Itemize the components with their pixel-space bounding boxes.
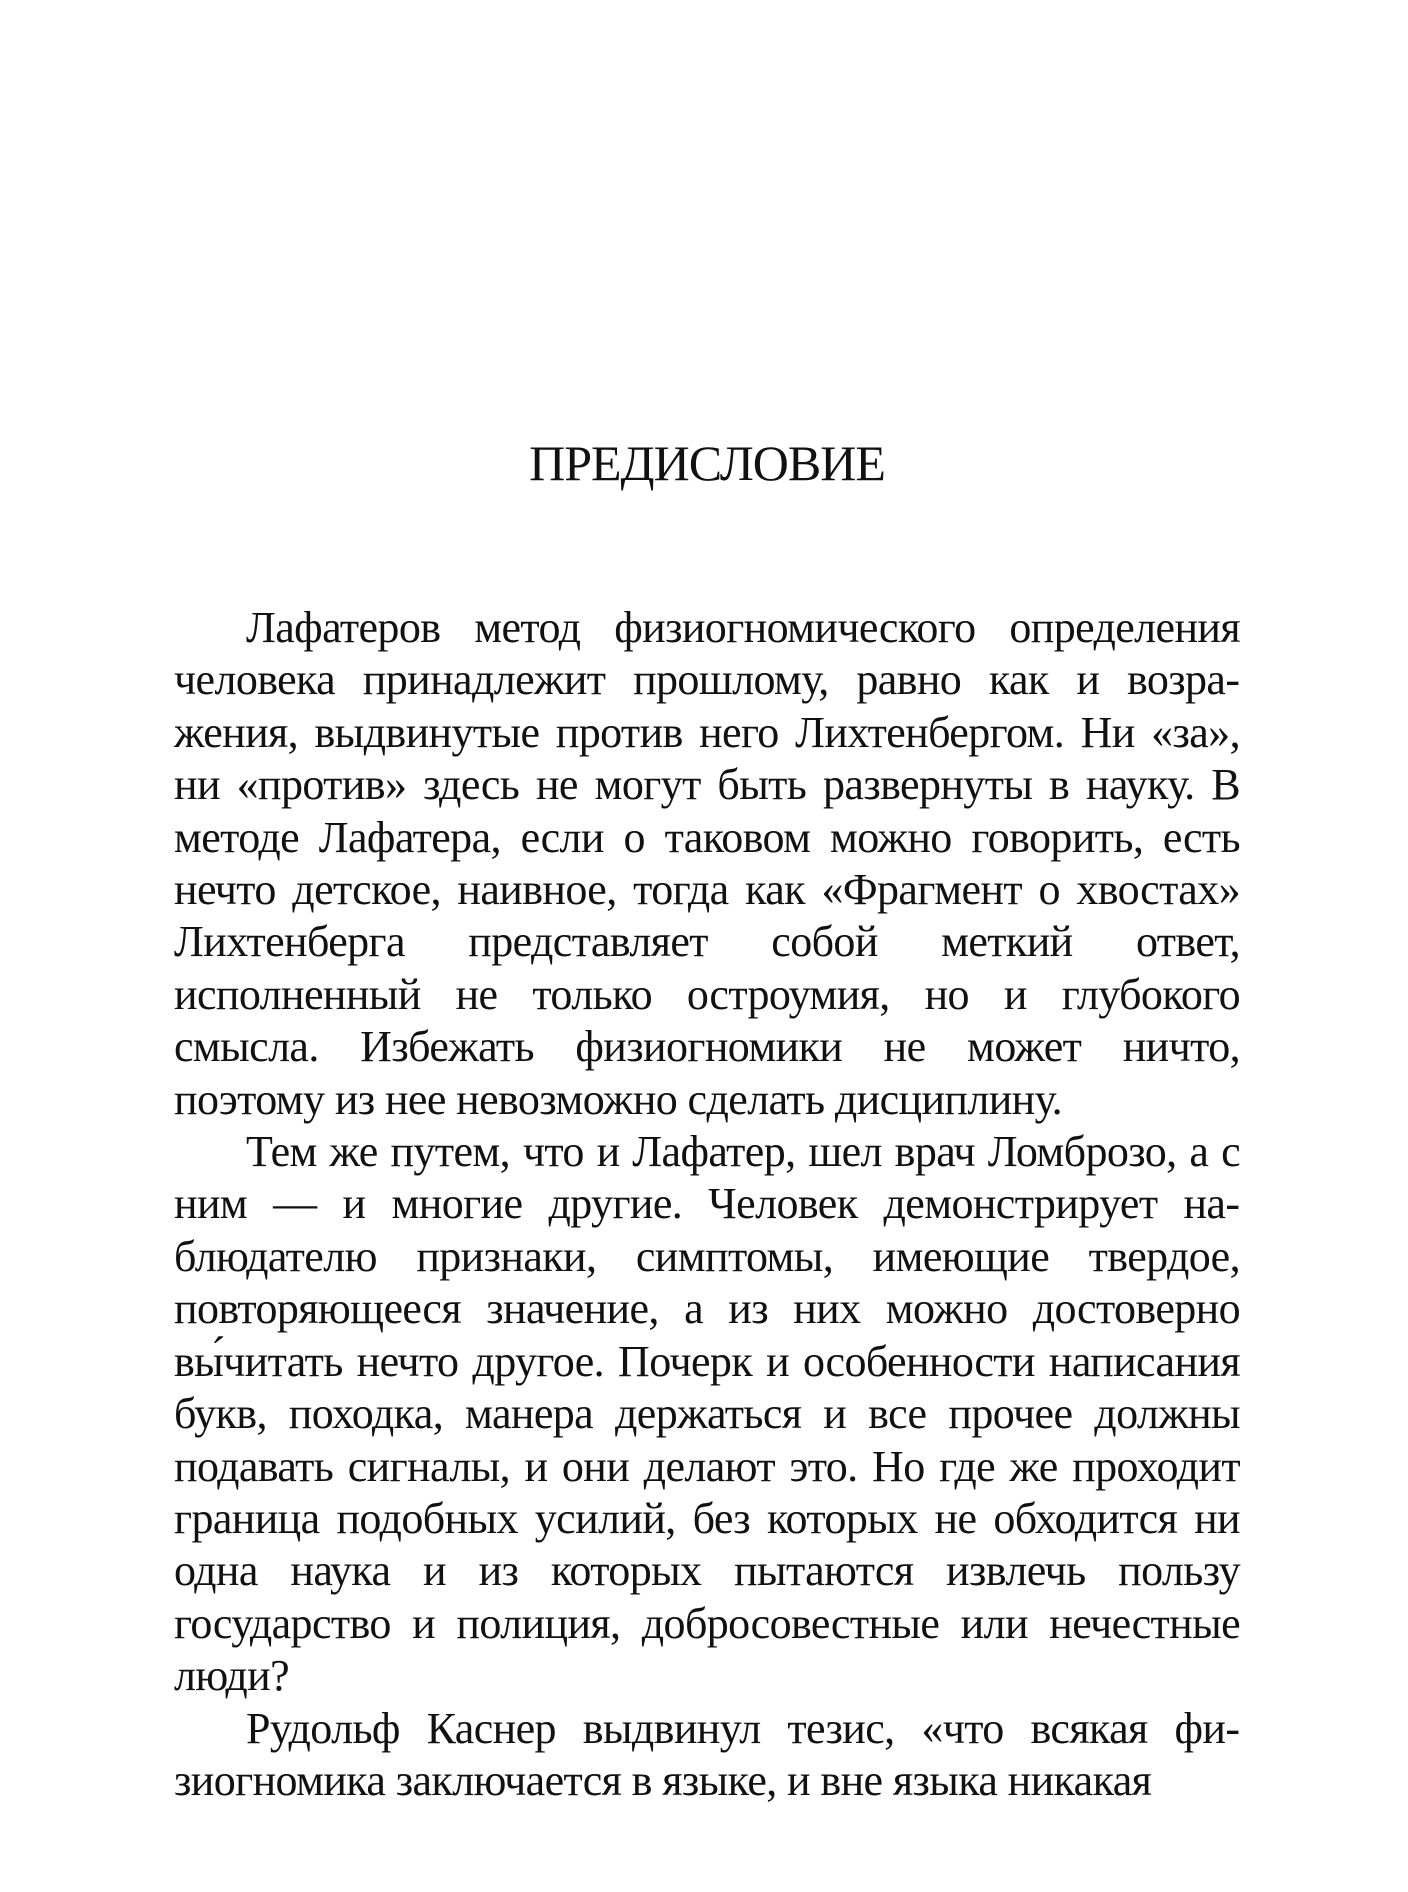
paragraph-1: Лафатеров метод физиогномического определения человека принадлежит прошлому, равно как и возражения, выдвинутые против него Лихтенбергом. Ни «за», ни «против» здесь не могут быть развернуты в науку. В методе Лафатера, если о таковом можно говорить, есть нечто детское, наивное, тогда как «Фрагмент о хвостах» Лихтенберга представляет собой меткий ответ, исполненный не только остроумия, но и глубокого смысла. Избежать физиогномики не может ничто, поэтому из нее невозможно сделать дисциплину.: [174, 603, 1240, 1124]
body-text: [174, 602, 1240, 1807]
paragraph-2: Тем же путем, что и Лафатер, шел врач Ломброзо, а с ним — и многие другие. Человек демонстрирует наблюдателю признаки, симптомы, имеющие твердое, повторяющееся значение, а из них можно достоверно вы́читать нечто другое. Почерк и особенности написания букв, походка, манера держаться и все прочее должны подавать сигналы, и они делают это. Но где же проходит граница подобных усилий, без которых не обходится ни одна наука и из которых пытаются извлечь пользу государство и полиция, добросовестные или нечестные люди?: [174, 1127, 1240, 1701]
page-title: ПРЕДИСЛОВИЕ: [529, 435, 885, 491]
book-page: [174, 0, 1240, 1892]
paragraph-3: Рудольф Каснер выдвинул тезис, «что всякая физиогномика заключается в языке, и вне языка никакая: [174, 1703, 1240, 1805]
